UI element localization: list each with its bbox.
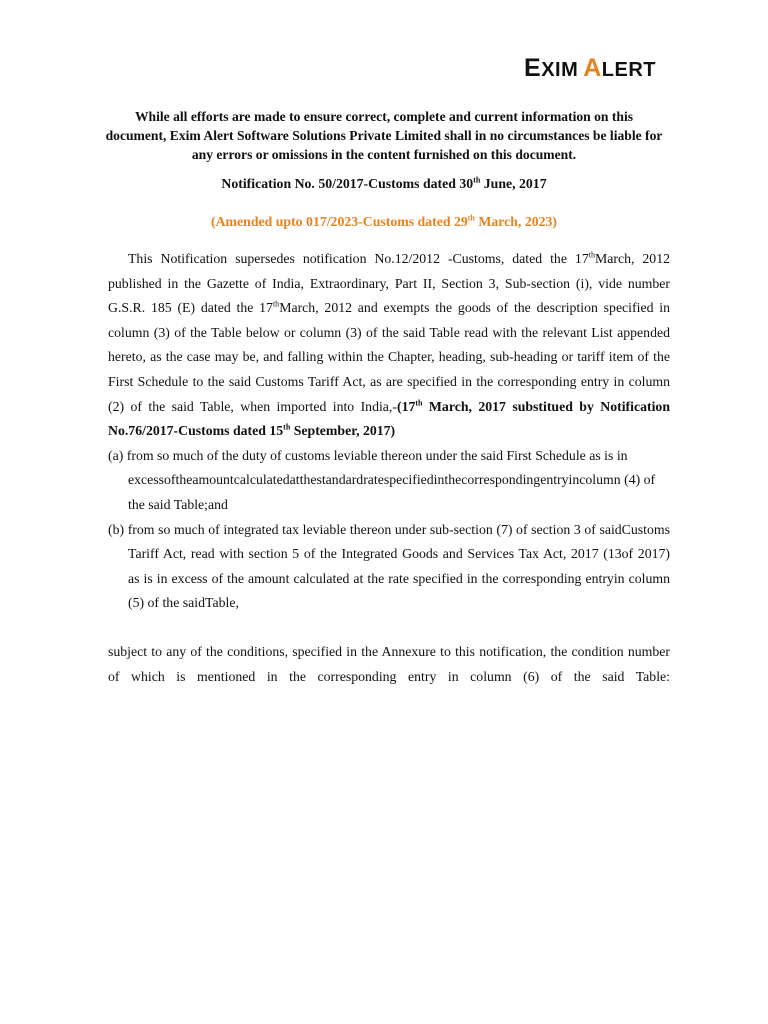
clause-b: (b) from so much of integrated tax leviable thereon under sub-section (7) of section 3 of saidCustoms	[108, 521, 670, 537]
clause-a: (a) from so much of the duty of customs leviable thereon under the said First Schedule as is in	[108, 447, 628, 463]
amendment-note: (Amended upto 017/2023-Customs dated 29th March, 2023)	[210, 213, 558, 229]
subject-paragraph: subject to any of the conditions, specified in the Annexure to this notification, the condition number of which is mentioned in the corresponding entry in column (6) of the said Table:	[108, 644, 670, 684]
exim-alert-logo: EXIM ALERT	[524, 54, 656, 82]
notification-title: Notification No. 50/2017-Customs dated 30th June, 2017	[221, 175, 547, 191]
disclaimer: While all efforts are made to ensure correct, complete and current information on this document, Exim Alert Software Solutions Private Limited shall in no circumstances be liable for any errors or omissions in the content furnished on this document.	[105, 109, 663, 162]
body-paragraph: This Notification supersedes notification No.12/2012 -Customs, dated the 17thMarch, 2012 published in the Gazette of India, Extraordinary, Part II, Section 3, Sub-section (i), vide number G.S.R. 185 (E) dated the 17thMarch, 2012 and exempts the goods of the description specified in column (3) of the Table below or column (3) of the said Table read with the relevant List appended hereto, as the case may be, and falling within the Chapter, heading, sub-heading or tariff item of the First Schedule to the said Customs Tariff Act, as are specified in the corresponding entry in column (2) of the said Table, when imported into India,-(17th March, 2017 substitued by Notification No.76/2017-Customs dated 15th September, 2017) (a) from so much of the duty of customs leviable thereon under the said First Schedule as is in excessoftheamountcalculatedatthestandardratespecifiedinthecorrespondingentryincolumn (4) of the said Table;and (b) from so much of integrated tax leviable thereon under sub-section (7) of section 3 of saidCustoms Tariff Act, read with section 5 of the Integrated Goods and Services Tax Act, 2017 (13of 2017) as is in excess of the amount calculated at the rate specified in the corresponding entryin column (5) of the saidTable,	[108, 250, 670, 611]
